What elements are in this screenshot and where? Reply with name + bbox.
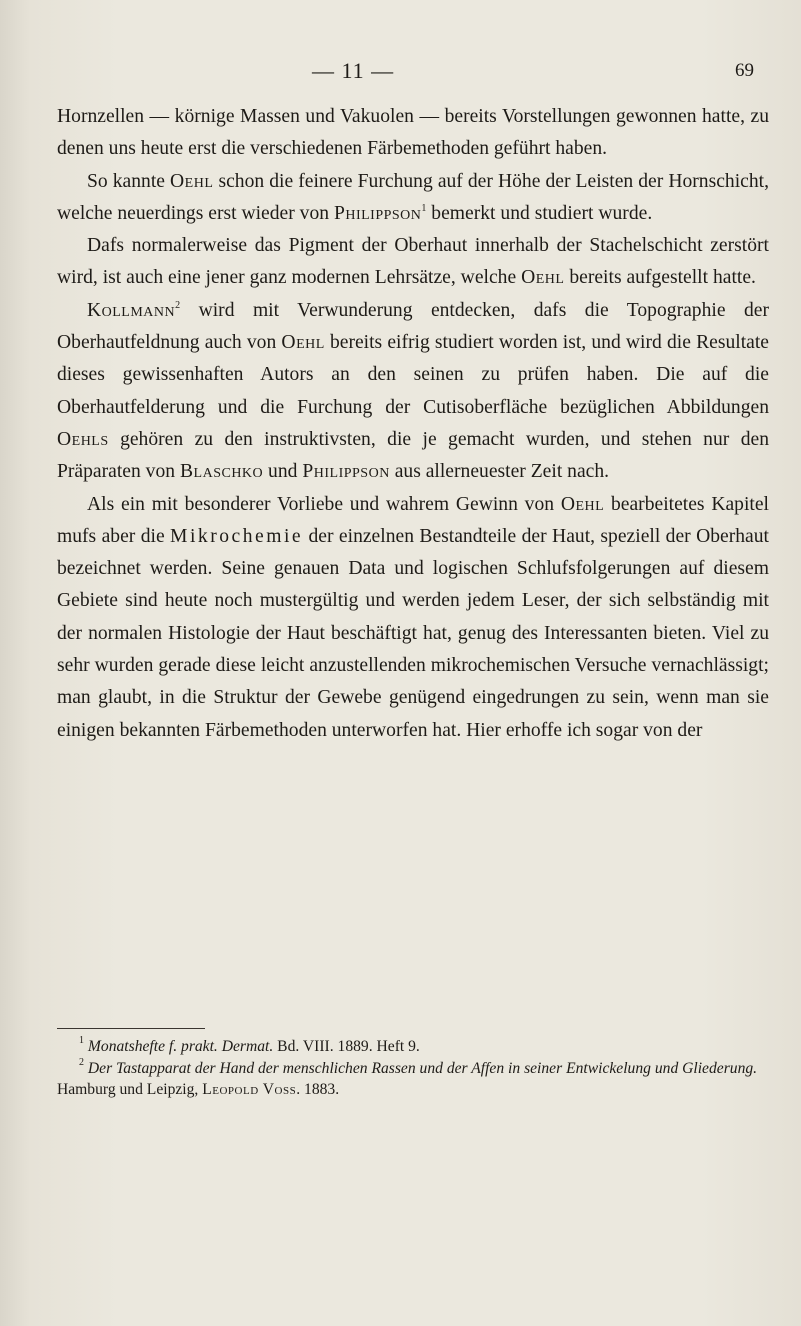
footnote-ref: 2 xyxy=(175,299,181,311)
footnote-number: 1 xyxy=(79,1035,84,1046)
author-name: Oehl xyxy=(521,267,565,289)
footnote-year: . 1883. xyxy=(296,1081,340,1098)
text-run: bearbeitetes Kapitel mufs aber die xyxy=(57,493,769,547)
text-run: bereits aufgestellt hatte. xyxy=(564,267,756,289)
text-run: gehören zu den instruktivsten, die je gemacht wurden, und stehen nur den Präparaten von xyxy=(57,428,769,483)
paragraph-1-text: Hornzellen — körnige Massen und Vakuolen — bereits Vorstellungen gewonnen hatte, zu denen uns heute erst die verschiedenen Färbemethoden geführt haben. xyxy=(57,106,769,160)
page-number: 69 xyxy=(735,60,754,81)
paragraph-3 xyxy=(57,230,769,295)
running-head: — 11 — xyxy=(312,58,395,83)
author-name: Oehl xyxy=(560,493,605,515)
author-name: Oehl xyxy=(281,332,325,354)
text-run: Als ein mit besonderer Vorliebe und wahrem Gewinn von xyxy=(87,493,561,515)
footnote-title: Der Tastapparat der Hand der menschlichen Rassen und der Affen in seiner Entwickelung und Gliederung. xyxy=(87,1059,758,1077)
text-run: bemerkt und studiert wurde. xyxy=(426,202,653,224)
author-name: Blaschko xyxy=(179,461,264,483)
text-run: bereits eifrig studiert worden ist, und wird die Resultate dieses gewissenhaften Autors an den seinen zu prüfen haben. Die auf die Oberhautfelderung und die Furchung der Cutisoberfläche bezüglichen Abbildungen xyxy=(57,332,769,418)
footnote-text: Hamburg und Leipzig, xyxy=(57,1081,203,1098)
footnotes xyxy=(57,1036,769,1101)
footnote-divider xyxy=(57,1028,205,1029)
footnote-number: 2 xyxy=(79,1056,84,1068)
author-name: Philippson xyxy=(333,202,422,224)
publisher-name: Leopold Voss xyxy=(202,1081,297,1098)
author-name: Oehls xyxy=(57,428,109,450)
page-header xyxy=(0,58,801,88)
body-text xyxy=(57,101,769,747)
author-name: Oehl xyxy=(170,170,214,192)
text-run: So kannte xyxy=(87,170,171,192)
paragraph-2 xyxy=(57,166,769,231)
footnote-2 xyxy=(57,1058,769,1101)
footnote-ref: 1 xyxy=(421,202,427,214)
emphasized-term: Mikrochemie xyxy=(170,525,304,547)
author-name: Kollmann xyxy=(87,299,176,321)
paragraph-5 xyxy=(57,489,769,747)
text-run: aus allerneuester Zeit nach. xyxy=(389,461,610,483)
footnote-title: Monatshefte f. prakt. Dermat. xyxy=(87,1038,274,1055)
text-run: der einzelnen Bestandteile der Haut, speziell der Oberhaut bezeichnet werden. Seine genauen Data und logischen Schlufsfolgerungen auf diesem Gebiete sind heute noch mustergültig und werden jedem Leser, der sich selbständig mit der normalen Histologie der Haut beschäftigt hat, genug des Interessanten bieten. Viel zu sehr wurden gerade diese leicht anzustellenden mikrochemischen Versuche vernachlässigt; man glaubt, in die Struktur der Gewebe genügend eingedrungen zu sein, wenn man sie einigen bekannten Färbemethoden unterworfen hat. Hier erhoffe ich sogar von der xyxy=(57,525,769,741)
text-run: wird mit Verwunderung entdecken, dafs die Topographie der Oberhautfeldnung auch von xyxy=(57,299,769,354)
text-run: und xyxy=(263,461,303,483)
footnote-1 xyxy=(57,1036,769,1058)
text-run: Dafs normalerweise das Pigment der Oberhaut innerhalb der Stachelschicht zerstört wird, ist auch eine jener ganz modernen Lehrsätze, welche xyxy=(57,235,769,289)
paragraph-4 xyxy=(57,295,769,489)
paragraph-1 xyxy=(57,101,769,166)
author-name: Philippson xyxy=(302,461,390,483)
text-run: schon die feinere Furchung auf der Höhe der Leisten der Hornschicht, welche neuerdings erst wieder von xyxy=(57,170,769,224)
footnote-text: Bd. VIII. 1889. Heft 9. xyxy=(273,1038,420,1055)
